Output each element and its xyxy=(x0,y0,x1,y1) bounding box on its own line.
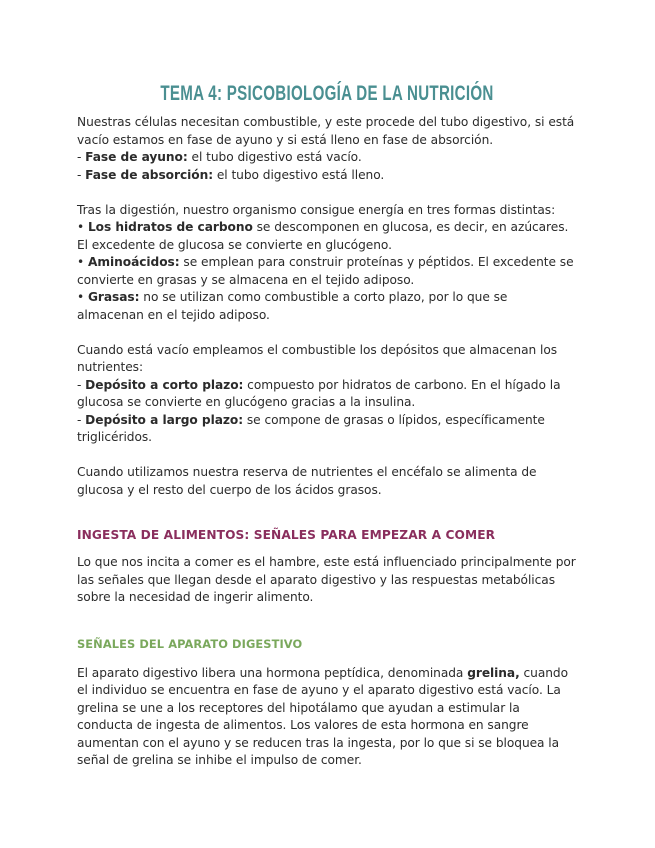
reserve-paragraph: Cuando utilizamos nuestra reserva de nutrientes el encéfalo se alimenta de glucosa y el resto del cuerpo de los ácidos grasos. xyxy=(77,465,537,497)
section-heading-ingesta: INGESTA DE ALIMENTOS: SEÑALES PARA EMPEZAR A COMER xyxy=(77,527,496,542)
list-item-aminoacidos: • Aminoácidos: se emplean para construir proteínas y péptidos. El excedente se convierte en grasas y se almacena en el tejido adiposo. xyxy=(77,255,574,287)
paragraph-gap xyxy=(77,499,577,517)
paragraph-gap xyxy=(77,607,577,625)
energy-section xyxy=(77,202,577,325)
intro-paragraph: Nuestras células necesitan combustible, y este procede del tubo digestivo, si está vacío estamos en fase de ayuno y si está lleno en fase de absorción. xyxy=(77,115,575,147)
senales-paragraph: El aparato digestivo libera una hormona peptídica, denominada grelina, cuando el individuo se encuentra en fase de ayuno y el aparato digestivo está vacío. La grelina se une a los receptores del hipotálamo que ayudan a estimular la conducta de ingesta de alimentos. Los valores de esta hormona en sangre aumentan con el ayuno y se reducen tras la ingesta, por lo que si se bloquea la señal de grelina se inhibe el impulso de comer. xyxy=(77,665,569,768)
section-heading-senales: SEÑALES DEL APARATO DIGESTIVO xyxy=(77,636,303,651)
ingesta-section xyxy=(77,527,577,607)
deposits-section xyxy=(77,342,577,447)
document-body xyxy=(77,114,577,770)
term-deposito-corto: Depósito a corto plazo: xyxy=(85,377,244,392)
senales-section xyxy=(77,636,577,770)
paragraph-gap xyxy=(77,184,577,202)
deposits-paragraph: Cuando está vacío empleamos el combustible los depósitos que almacenan los nutrientes: xyxy=(77,342,558,374)
list-item-fase-ayuno: - Fase de ayuno: el tubo digestivo está vacío. xyxy=(77,150,362,164)
term-hidratos: Los hidratos de carbono xyxy=(87,220,253,234)
energy-paragraph: Tras la digestión, nuestro organismo consigue energía en tres formas distintas: xyxy=(77,202,556,217)
paragraph-gap xyxy=(77,447,577,465)
paragraph-gap xyxy=(77,324,577,342)
list-item-grasas: • Grasas: no se utilizan como combustible a corto plazo, por lo que se almacenan en el tejido adiposo. xyxy=(77,290,508,322)
term-fase-absorcion: Fase de absorción: xyxy=(85,167,214,182)
term-aminoacidos: Aminoácidos: xyxy=(87,255,180,269)
page-title: TEMA 4: PSICOBIOLOGÍA DE LA NUTRICIÓN xyxy=(160,82,494,105)
term-grelina: grelina, xyxy=(467,665,520,680)
reserve-section xyxy=(77,464,577,499)
term-fase-ayuno: Fase de ayuno: xyxy=(85,150,188,164)
term-grasas: Grasas: xyxy=(87,290,140,304)
list-item-hidratos: • Los hidratos de carbono se descomponen en glucosa, es decir, en azúcares. El excedente de glucosa se convierte en glucógeno. xyxy=(77,220,569,252)
intro-section xyxy=(77,114,577,184)
list-item-deposito-largo: - Depósito a largo plazo: se compone de grasas o lípidos, específicamente triglicéridos. xyxy=(77,412,545,444)
ingesta-paragraph: Lo que nos incita a comer es el hambre, este está influenciado principalmente por las señales que llegan desde el aparato digestivo y las respuestas metabólicas sobre la necesidad de ingerir alimento. xyxy=(77,555,576,605)
term-deposito-largo: Depósito a largo plazo: xyxy=(85,412,244,427)
list-item-deposito-corto: - Depósito a corto plazo: compuesto por hidratos de carbono. En el hígado la glucosa se convierte en glucógeno gracias a la insulina. xyxy=(77,377,561,409)
list-item-fase-absorcion: - Fase de absorción: el tubo digestivo está lleno. xyxy=(77,167,385,182)
